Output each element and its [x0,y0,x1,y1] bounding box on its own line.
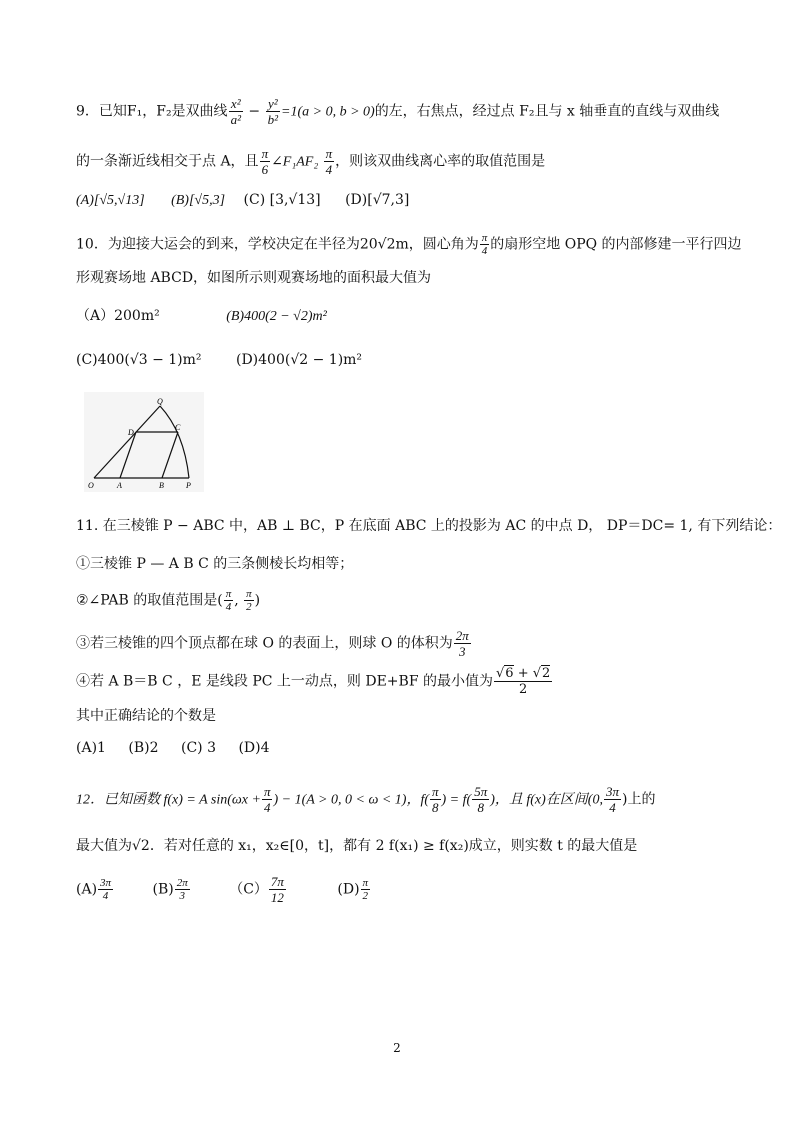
q12-frac-pi2-opt: $\frac{\pi}{2}$ [362,877,369,902]
q9-option-d: (D)[√7,3] [345,192,410,208]
q12-option-b-label: (B) [152,881,174,898]
q9-options [76,190,409,211]
q12-line1e: )上的 [621,791,656,808]
q12-option-d [337,877,371,902]
q12-line1a: 12．已知函数 f(x) = A sin(ωx + [76,792,261,808]
q12-line1 [76,784,655,815]
q9-intro: 9．已知F₁，F₂是双曲线 [76,103,228,120]
q12-option-d-label: (D) [337,881,360,898]
figure-background [84,392,204,492]
q12-frac-pi8: $\frac{\pi}{8}$ [432,784,439,815]
q12-line2: 最大值为√2．若对任意的 x₁，x₂∈[0，t]，都有 2 f(x₁) ≥ f(x₂)成立，则实数 t 的最大值是 [76,838,638,854]
q10-radius: 20√2m [359,236,409,253]
q9-frac-y2b2: $\frac{\text{y²}}{\text{b²}}$ [267,96,279,127]
q10-option-a: （A）200m² [76,308,160,324]
q12-option-c [229,874,287,905]
label-p: P [186,481,191,490]
q9-line2a: 的一条渐近线相交于点 A，且 [76,153,259,170]
q11-conclusion-1: ①三棱锥 P — A B C 的三条侧棱长均相等； [76,556,354,572]
q9-option-b: (B)[√5,3] [171,193,226,208]
q9-option-c: (C) [3,√13] [243,192,321,208]
q10-line1 [76,232,742,257]
q11-frac-pi2: $\frac{\pi}{2}$ [246,588,252,613]
label-q: Q [157,397,163,406]
q11-option-d: (D)4 [238,740,270,756]
q10-line1a: 10．为迎接大运会的到来，学校决定在半径为 [76,236,360,253]
q12-frac-pi4: $\frac{\pi}{4}$ [263,784,271,815]
q10-line1c: 的扇形空地 OPQ 的内部修建一平行四边 [490,236,742,253]
q11-conclusion-4 [76,666,553,697]
q11-c4a: ④若 A B＝B C ，E 是线段 PC 上一动点，则 DE+BF 的最小值为 [76,673,493,690]
q11-conclusion-2: ②∠PAB 的取值范围是( $\frac{\pi}{4}$ , $\frac{\pi}{2}$ ) [76,588,261,613]
q10-option-b: (B)400(2 − √2)m² [226,309,327,324]
q12-frac-7pi12-opt: $\frac{7\pi}{12}$ [270,874,284,905]
q12-option-c-label: （C） [229,881,268,898]
q9-eq-mid: =1 [281,104,298,120]
q10-sector-figure [84,392,204,492]
q9-frac-x2a2: $\frac{\text{x²}}{\text{a²}}$ [230,96,241,127]
q9-cond: (a > 0, b > 0) [297,104,375,120]
label-b: B [159,481,164,490]
q12-frac-2pi3-opt: $\frac{2\pi}{3}$ [176,877,188,902]
q12-line1c: ) = f( [441,792,472,808]
q9-angle: ∠F₁AF₂ [271,154,319,170]
q10-frac-pi4: $\frac{\pi}{4}$ [481,232,488,257]
q12-line1b: ) − 1(A > 0, 0 < ω < 1)，f( [273,792,429,808]
q12-option-a [76,877,114,902]
page-number: 2 [393,1041,401,1055]
q9-line2b: ，则该双曲线离心率的取值范围是 [335,153,546,170]
q11-option-a: (A)1 [76,740,106,756]
q11-option-b: (B)2 [128,740,159,756]
q11-question: 其中正确结论的个数是 [76,708,216,724]
q11-frac-sqrt6-sqrt2: $\frac{√6 + √2}{2}$ [495,666,551,697]
q9-frac-pi6: $\frac{\pi}{6}$ [261,146,269,177]
q11-c2b: ) [254,592,261,609]
q11-conclusion-3 [76,628,472,659]
label-a: A [117,481,122,490]
q11-option-c: (C) 3 [180,740,216,756]
q9-frac-pi4: $\frac{\pi}{4}$ [325,146,333,177]
q12-frac-3pi4: $\frac{3\pi}{4}$ [605,784,619,815]
q9-line1: 9．已知F₁，F₂是双曲线 $\frac{\text{x²}}{\text{a²}}$ − $\frac{\text{y²}}{\text{b²}}$ =1(a > 0, b > 0)的左，右焦点，经过点 F₂且与 x 轴垂直的直线与双曲线 [76,96,720,127]
q12-frac-3pi4-opt: $\frac{3\pi}{4}$ [100,877,112,902]
label-d: D [128,428,134,437]
q11-c3: ③若三棱锥的四个顶点都在球 O 的表面上，则球 O 的体积为 [76,635,453,652]
q10-line1b: ，圆心角为 [408,236,479,253]
q10-line2: 形观赛场地 ABCD，如图所示则观赛场地的面积最大值为 [76,270,432,286]
q11-frac-pi4: $\frac{\pi}{4}$ [225,588,232,613]
q9-option-a: (A)[√5,√13] [76,193,145,208]
q12-option-a-label: (A) [76,881,98,898]
q12-options [76,874,371,905]
q9-line2 [76,146,545,177]
q9-rest: 的左，右焦点，经过点 F₂且与 x 轴垂直的直线与双曲线 [374,103,720,120]
q12-line1d: )，且 f(x)在区间(0, [490,792,603,808]
q11-options [76,738,270,758]
q11-frac-2pi3: $\frac{2\pi}{3}$ [455,628,469,659]
q12-frac-5pi8: $\frac{5\pi}{8}$ [474,784,488,815]
q11-c2a: ②∠PAB 的取值范围是( [76,592,223,609]
label-c: C [175,423,181,432]
label-o: O [88,481,94,490]
q11-line1: 11. 在三棱锥 P − ABC 中，AB ⊥ BC，P 在底面 ABC 上的投影为 AC 的中点 D， DP＝DC= 1, 有下列结论： [76,518,782,534]
q10-option-d: (D)400(√2 − 1)m² [236,352,363,368]
q10-options-cd [76,350,362,370]
q12-option-b [153,877,191,902]
q10-option-c: (C)400(√3 − 1)m² [76,352,202,368]
q10-options-ab [76,306,327,327]
